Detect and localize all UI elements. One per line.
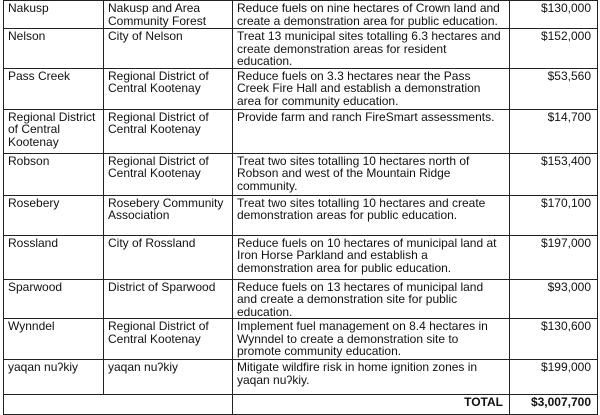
project-cell: Treat 13 municipal sites totalling 6.3 hectares and create demonstration areas for resident education. [233, 29, 510, 69]
table-row [4, 1, 598, 29]
community-cell: Nelson [4, 29, 104, 69]
project-cell: Provide farm and ranch FireSmart assessments. [233, 109, 510, 153]
amount-cell: $152,000 [510, 29, 598, 69]
table-row [4, 279, 598, 319]
amount-cell: $14,700 [510, 109, 598, 153]
table-row [4, 109, 598, 153]
amount-cell: $53,560 [510, 68, 598, 109]
amount-cell: $197,000 [510, 235, 598, 279]
applicant-cell: Regional District of Central Kootenay [104, 68, 233, 109]
applicant-cell: Regional District of Central Kootenay [104, 153, 233, 195]
project-cell: Reduce fuels on nine hectares of Crown land and create a demonstration area for public education. [233, 1, 510, 29]
table-row [4, 153, 598, 195]
amount-cell: $170,100 [510, 195, 598, 235]
community-cell: Rosebery [4, 195, 104, 235]
community-cell: Rossland [4, 235, 104, 279]
table-row [4, 68, 598, 109]
project-cell: Implement fuel management on 8.4 hectares in Wynndel to create a demonstration site to promote community education. [233, 319, 510, 360]
applicant-cell: Regional District of Central Kootenay [104, 319, 233, 360]
applicant-cell: District of Sparwood [104, 279, 233, 319]
community-cell: Wynndel [4, 319, 104, 360]
table-row [4, 319, 598, 360]
applicant-cell: yaqan nuʔkiy [104, 360, 233, 395]
applicant-cell: City of Nelson [104, 29, 233, 69]
table-row [4, 360, 598, 395]
applicant-cell: Nakusp and Area Community Forest [104, 1, 233, 29]
project-cell: Treat two sites totalling 10 hectares north of Robson and west of the Mountain Ridge community. [233, 153, 510, 195]
applicant-cell: Rosebery Community Association [104, 195, 233, 235]
total-row [4, 395, 598, 415]
project-cell: Mitigate wildfire risk in home ignition zones in yaqan nuʔkiy. [233, 360, 510, 395]
community-cell: Pass Creek [4, 68, 104, 109]
total-amount: $3,007,700 [510, 395, 598, 415]
table-row [4, 235, 598, 279]
applicant-cell: City of Rossland [104, 235, 233, 279]
project-cell: Reduce fuels on 13 hectares of municipal land and create a demonstration site for public education. [233, 279, 510, 319]
table-row [4, 195, 598, 235]
community-cell: yaqan nuʔkiy [4, 360, 104, 395]
total-label: TOTAL [233, 395, 510, 415]
project-cell: Treat two sites totalling 10 hectares and create demonstration areas for public education. [233, 195, 510, 235]
amount-cell: $199,000 [510, 360, 598, 395]
applicant-cell: Regional District of Central Kootenay [104, 109, 233, 153]
community-cell: Regional District of Central Kootenay [4, 109, 104, 153]
funding-table [3, 0, 598, 415]
amount-cell: $130,000 [510, 1, 598, 29]
amount-cell: $153,400 [510, 153, 598, 195]
community-cell: Nakusp [4, 1, 104, 29]
amount-cell: $130,600 [510, 319, 598, 360]
amount-cell: $93,000 [510, 279, 598, 319]
total-spacer [4, 395, 233, 415]
project-cell: Reduce fuels on 3.3 hectares near the Pass Creek Fire Hall and establish a demonstration area for community education. [233, 68, 510, 109]
project-cell: Reduce fuels on 10 hectares of municipal land at Iron Horse Parkland and establish a demonstration area for public education. [233, 235, 510, 279]
table-row [4, 29, 598, 69]
community-cell: Robson [4, 153, 104, 195]
community-cell: Sparwood [4, 279, 104, 319]
